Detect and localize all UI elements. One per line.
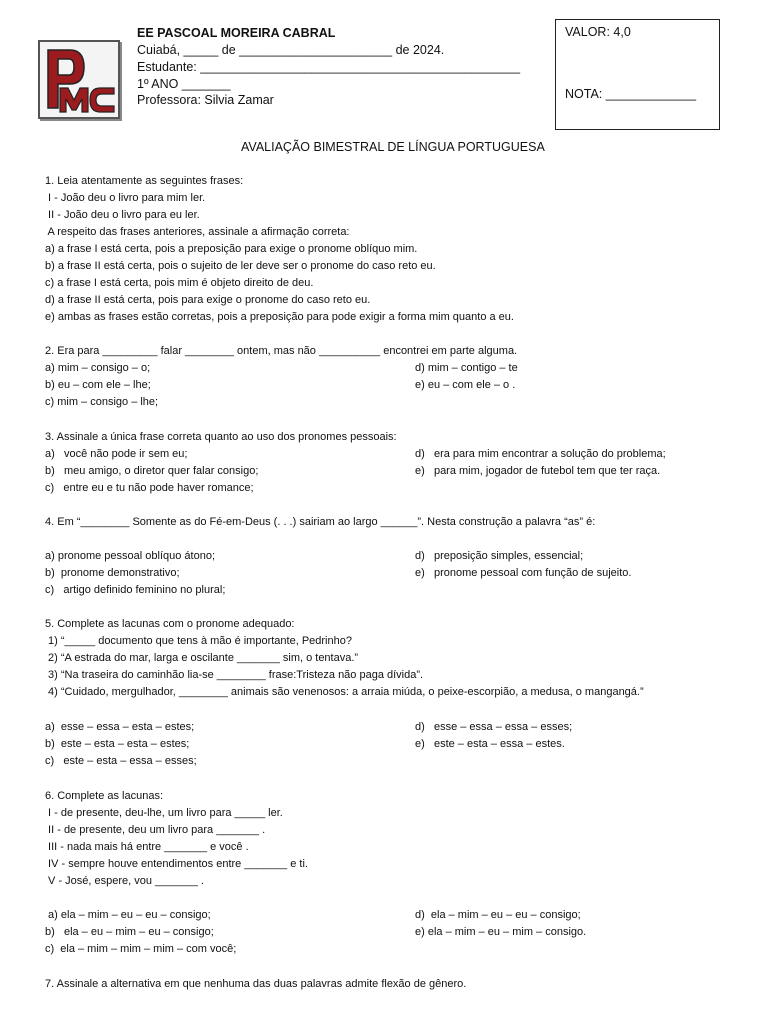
- pmc-logo-icon: [40, 42, 118, 117]
- q6-option: b) ela – eu – mim – eu – consigo;: [45, 926, 214, 938]
- q1-line: II - João deu o livro para eu ler.: [45, 209, 200, 221]
- q5-option: e) este – esta – essa – estes.: [415, 738, 565, 750]
- q6-option: c) ela – mim – mim – mim – com você;: [45, 943, 237, 955]
- q5-prompt: 5. Complete as lacunas com o pronome adequado:: [45, 618, 295, 630]
- q6-option: a) ela – mim – eu – eu – consigo;: [45, 909, 211, 921]
- q3-option: a) você não pode ir sem eu;: [45, 448, 188, 460]
- q6-item: II - de presente, deu um livro para _______ .: [45, 824, 266, 836]
- q2-option: e) eu – com ele – o .: [415, 379, 516, 391]
- q5-option: c) este – esta – essa – esses;: [45, 755, 197, 767]
- q2-prompt: 2. Era para _________ falar ________ ontem, mas não __________ encontrei em parte alguma.: [45, 345, 518, 357]
- grade-line: 1º ANO _______: [137, 77, 231, 91]
- valor-label: VALOR: 4,0: [565, 25, 631, 39]
- q5-item: 3) “Na traseira do caminhão lia-se ________ frase:Tristeza não paga dívida”.: [45, 669, 424, 681]
- q5-option: a) esse – essa – esta – estes;: [45, 721, 195, 733]
- nota-label: NOTA: _____________: [565, 87, 697, 101]
- q3-option: b) meu amigo, o diretor quer falar consigo;: [45, 465, 259, 477]
- q2-option: c) mim – consigo – lhe;: [45, 396, 159, 408]
- q4-option: c) artigo definido feminino no plural;: [45, 584, 226, 596]
- school-name: EE PASCOAL MOREIRA CABRAL: [137, 26, 336, 40]
- q5-option: d) esse – essa – essa – esses;: [415, 721, 573, 733]
- q1-option: a) a frase I está certa, pois a preposição para exige o pronome oblíquo mim.: [45, 243, 418, 255]
- q3-option: e) para mim, jogador de futebol tem que ter raça.: [415, 465, 661, 477]
- q1-option: b) a frase II está certa, pois o sujeito de ler deve ser o pronome do caso reto eu.: [45, 260, 436, 272]
- q4-prompt: 4. Em “________ Somente as do Fé-em-Deus (. . .) sairiam ao largo ______”. Nesta construção a palavra “as” é:: [45, 516, 596, 528]
- q6-option: d) ela – mim – eu – eu – consigo;: [415, 909, 581, 921]
- q2-option: d) mim – contigo – te: [415, 362, 518, 374]
- q6-prompt: 6. Complete as lacunas:: [45, 790, 164, 802]
- student-line: Estudante: ______________________________________________: [137, 60, 521, 74]
- q2-option: a) mim – consigo – o;: [45, 362, 151, 374]
- q1-line: I - João deu o livro para mim ler.: [45, 192, 206, 204]
- q5-item: 4) “Cuidado, mergulhador, ________ animais são venenosos: a arraia miúda, o peixe-escorpião, a medusa, o mangangá.”: [45, 686, 644, 698]
- q1-option: c) a frase I está certa, pois mim é objeto direito de deu.: [45, 277, 314, 289]
- q1-line: A respeito das frases anteriores, assinale a afirmação correta:: [45, 226, 350, 238]
- q3-prompt: 3. Assinale a única frase correta quanto ao uso dos pronomes pessoais:: [45, 431, 397, 443]
- q6-item: IV - sempre houve entendimentos entre _______ e ti.: [45, 858, 308, 870]
- q6-item: III - nada mais há entre _______ e você .: [45, 841, 249, 853]
- q5-item: 1) “_____ documento que tens à mão é importante, Pedrinho?: [45, 635, 352, 647]
- q3-option: d) era para mim encontrar a solução do problema;: [415, 448, 666, 460]
- q4-option: d) preposição simples, essencial;: [415, 550, 584, 562]
- q1-option: e) ambas as frases estão corretas, pois a preposição para pode exigir a forma mim quanto a eu.: [45, 311, 514, 323]
- score-box: [555, 19, 720, 130]
- school-logo: [38, 40, 120, 119]
- q4-option: e) pronome pessoal com função de sujeito.: [415, 567, 632, 579]
- q7-prompt: 7. Assinale a alternativa em que nenhuma das duas palavras admite flexão de gênero.: [45, 978, 467, 990]
- q1-option: d) a frase II está certa, pois para exige o pronome do caso reto eu.: [45, 294, 371, 306]
- q2-option: b) eu – com ele – lhe;: [45, 379, 151, 391]
- city-date-line: Cuiabá, _____ de ______________________ de 2024.: [137, 43, 445, 57]
- q6-item: I - de presente, deu-lhe, um livro para _____ ler.: [45, 807, 283, 819]
- teacher-line: Professora: Silvia Zamar: [137, 93, 274, 107]
- q4-option: a) pronome pessoal oblíquo átono;: [45, 550, 216, 562]
- q6-item: V - José, espere, vou _______ .: [45, 875, 204, 887]
- q6-option: e) ela – mim – eu – mim – consigo.: [415, 926, 587, 938]
- q3-option: c) entre eu e tu não pode haver romance;: [45, 482, 254, 494]
- q4-option: b) pronome demonstrativo;: [45, 567, 180, 579]
- q5-option: b) este – esta – esta – estes;: [45, 738, 190, 750]
- q1-line: 1. Leia atentamente as seguintes frases:: [45, 175, 244, 187]
- page-title: AVALIAÇÃO BIMESTRAL DE LÍNGUA PORTUGUESA: [241, 140, 545, 154]
- q5-item: 2) “A estrada do mar, larga e oscilante _______ sim, o tentava.”: [45, 652, 359, 664]
